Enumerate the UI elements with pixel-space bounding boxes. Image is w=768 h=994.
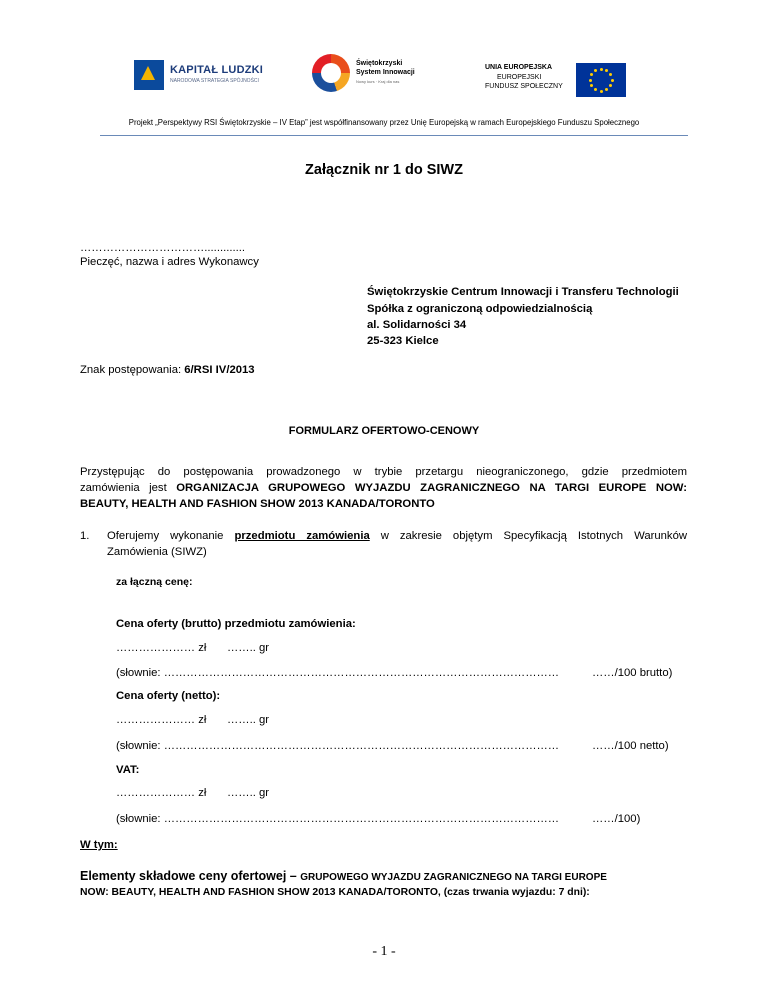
kapital-ludzki-mark-icon	[134, 60, 164, 90]
eu-star-icon	[590, 84, 593, 87]
price-zl: ………………… zł	[116, 787, 207, 799]
price-suffix: ……/100 brutto)	[592, 667, 673, 679]
intro-line3: BEAUTY, HEALTH AND FASHION SHOW 2013 KANADA/TORONTO	[80, 498, 435, 510]
eu-star-icon	[609, 73, 612, 76]
reference-number	[80, 363, 255, 378]
contractor-dots: …………………………….............	[80, 242, 246, 254]
eu-star-icon	[605, 88, 608, 91]
price-words: (słownie: ……………………………………………………………………………………………	[116, 740, 560, 752]
eu-star-icon	[611, 79, 614, 82]
price-gr: …….. gr	[227, 642, 270, 654]
intro-line1: Przystępując do postępowania prowadzonego w trybie przetargu nieograniczonego, gdzie przedmiotem	[80, 466, 687, 478]
kapital-ludzki-subtitle: NARODOWA STRATEGIA SPÓJNOŚCI	[170, 78, 259, 84]
eu-line2: EUROPEJSKI	[497, 74, 542, 81]
eu-star-icon	[600, 68, 603, 71]
eu-star-icon	[594, 88, 597, 91]
item1-number: 1.	[80, 530, 90, 542]
ssi-line2: System Innowacji	[356, 69, 415, 76]
eu-star-icon	[609, 84, 612, 87]
page-title: Załącznik nr 1 do SIWZ	[305, 162, 463, 178]
eu-star-icon	[594, 69, 597, 72]
project-funding-line: Projekt „Perspektywy RSI Świętokrzyskie – IV Etap” jest współfinansowany przez Unię Europejską w ramach Europejskiego Funduszu Społecznego	[128, 118, 640, 127]
price-suffix: ……/100 netto)	[592, 740, 669, 752]
ssi-line1: Świętokrzyski	[356, 60, 403, 67]
kapital-ludzki-logo	[134, 60, 264, 98]
page-number: - 1 -	[372, 944, 396, 959]
ssi-line3: Nowy kurs · Kraj dla nas	[356, 79, 400, 84]
eu-star-icon	[605, 69, 608, 72]
price-title: Cena oferty (brutto) przedmiotu zamówienia:	[116, 618, 356, 630]
intro-line2-plain: zamówienia jest	[80, 482, 177, 494]
kapital-ludzki-title: KAPITAŁ LUDZKI	[170, 64, 264, 76]
elements-line2-main: NOW: BEAUTY, HEALTH AND FASHION SHOW 2013 KANADA/TORONTO	[80, 887, 438, 898]
eu-star-icon	[590, 73, 593, 76]
ssi-ring-icon	[312, 54, 350, 92]
price-suffix: ……/100)	[592, 813, 641, 825]
price-gr: …….. gr	[227, 787, 270, 799]
intro-line2	[80, 481, 687, 496]
intro-line2-bold: ORGANIZACJA GRUPOWEGO WYJAZDU ZAGRANICZNEGO NA TARGI EUROPE NOW:	[176, 482, 687, 494]
eu-logo	[485, 62, 630, 100]
item1-part3: w zakresie objętym Specyfikacją Istotnych Warunków	[369, 530, 688, 542]
price-zl: ………………… zł	[116, 714, 207, 726]
reference-value: 6/RSI IV/2013	[184, 364, 255, 376]
eu-line3: FUNDUSZ SPOŁECZNY	[485, 83, 563, 90]
elements-line2-rest: , (czas trwania wyjazdu: 7 dni):	[437, 887, 590, 898]
total-label: za łączną cenę:	[116, 576, 193, 588]
price-title: VAT:	[116, 764, 140, 776]
contractor-label: Pieczęć, nazwa i adres Wykonawcy	[80, 256, 259, 268]
recipient-line: Świętokrzyskie Centrum Innowacji i Transferu Technologii	[367, 286, 679, 298]
ssi-logo	[310, 52, 450, 102]
w-tym-label	[80, 838, 118, 853]
price-gr: …….. gr	[227, 714, 270, 726]
price-title: Cena oferty (netto):	[116, 690, 221, 702]
item1-part1: Oferujemy wykonanie	[107, 530, 235, 542]
elements-lead: Elementy składowe ceny ofertowej –	[80, 869, 301, 883]
elements-line1-rest: GRUPOWEGO WYJAZDU ZAGRANICZNEGO NA TARGI EUROPE	[300, 872, 607, 883]
price-words: (słownie: ……………………………………………………………………………………………	[116, 667, 560, 679]
price-zl: ………………… zł	[116, 642, 207, 654]
item1-subject: przedmiotu zamówienia	[234, 530, 370, 542]
elements-line1	[80, 869, 607, 885]
item1-line2: Zamówienia (SIWZ)	[107, 546, 207, 558]
recipient-line: al. Solidarności 34	[367, 319, 467, 331]
eu-star-icon	[589, 79, 592, 82]
recipient-line: 25-323 Kielce	[367, 335, 439, 347]
elements-line2	[80, 885, 590, 900]
eu-line1: UNIA EUROPEJSKA	[485, 64, 553, 71]
reference-label: Znak postępowania:	[80, 364, 185, 376]
eu-flag-icon	[576, 63, 626, 97]
header-logos	[0, 52, 768, 104]
w-tym-text: W tym:	[80, 839, 118, 851]
form-title: FORMULARZ OFERTOWO-CENOWY	[288, 425, 480, 437]
price-words: (słownie: ……………………………………………………………………………………………	[116, 813, 560, 825]
header-divider	[100, 135, 688, 136]
eu-star-icon	[600, 90, 603, 93]
item1-line1	[107, 529, 687, 544]
recipient-line: Spółka z ograniczoną odpowiedzialnością	[367, 303, 593, 315]
